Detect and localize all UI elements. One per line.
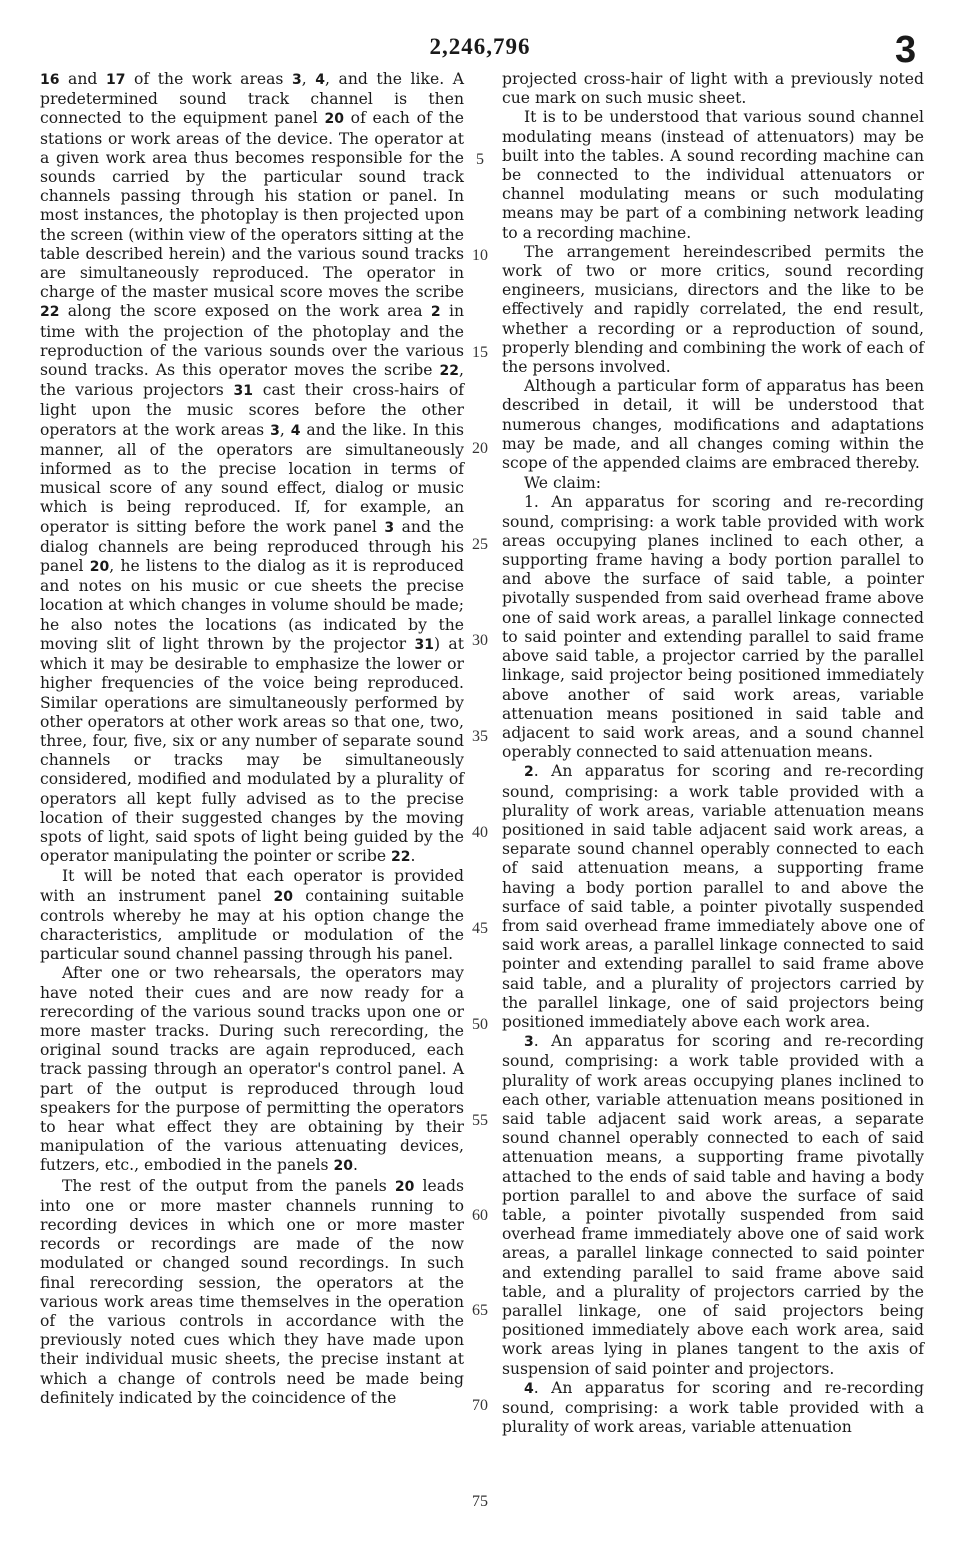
claim-2: 2. An apparatus for scoring and re-recording sound, comprising: a work table provided with a plurality of work areas, variable attenuation means positioned in said table adjacent said work areas, a separate sound channel operably connected to each of said attenuation means, a supporting frame having a body portion parallel to and above the surface of said table, a pointer pivotally suspended from said overhead frame immediately above one of said work areas, a parallel linkage connected to said pointer and extending parallel to said frame above said table, and a plurality of projectors carried by the parallel linkage, one of said projectors being positioned immediately above each work area. <box>502 762 924 1031</box>
right-paragraph-2: It is to be understood that various sound channel modulating means (instead of attenuators) may be built into the tables. A sound recording machine can be connected to the individual attenuators or channel modulating means or such modulating means may be part of a combining network leading to a recording machine. <box>502 108 924 242</box>
claim-1: 1. An apparatus for scoring and re-recording sound, comprising: a work table provided with work areas occupying planes inclined to each other, a supporting frame having a body portion parallel to and above the surface of said table, a pointer pivotally suspended from said overhead frame above one of said work areas, a parallel linkage connected to said pointer and extending parallel to said frame above said table, a projector carried by the parallel linkage, said projector being positioned immediately above another of said work areas, variable attenuation means positioned in said table and adjacent to said work areas, and a sound channel operably connected to said attenuation means. <box>502 493 924 762</box>
left-paragraph-3: After one or two rehearsals, the operators may have noted their cues and are now ready for a rerecording of the various sound tracks upon one or more master tracks. During such rerecording, the original sound tracks are again reproduced, each track passing through an operator's control panel. A part of the output is reproduced through loud speakers for the purpose of permitting the operators to hear what effect they are obtaining by their manipulation of the various attenuating devices, futzers, etc., embodied in the panels 20. <box>40 964 464 1175</box>
line-number-35: 35 <box>472 728 488 745</box>
line-number-60: 60 <box>472 1207 488 1224</box>
line-number-25: 25 <box>472 536 488 553</box>
right-paragraph-4: Although a particular form of apparatus has been described in detail, it will be understood that numerous changes, modifications and adaptations may be made, and all changes coming within the scope of the appended claims are embraced thereby. <box>502 377 924 473</box>
line-number-5: 5 <box>476 151 484 168</box>
line-number-15: 15 <box>472 344 488 361</box>
line-number-50: 50 <box>472 1016 488 1033</box>
left-paragraph-2: It will be noted that each operator is provided with an instrument panel 20 containing suitable controls whereby he may at his option change the characteristics, amplitude or modulation of the particular sound channel passing through his panel. <box>40 867 464 964</box>
patent-number: 2,246,796 <box>429 34 531 59</box>
line-number-70: 70 <box>472 1397 488 1414</box>
line-number-65: 65 <box>472 1302 488 1319</box>
line-number-75: 75 <box>472 1493 488 1510</box>
page-number: 3 <box>895 29 917 71</box>
line-number-45: 45 <box>472 920 488 937</box>
left-column <box>40 70 464 1408</box>
line-number-10: 10 <box>472 247 488 264</box>
right-paragraph-3: The arrangement hereindescribed permits the work of two or more critics, sound recording engineers, musicians, directors and the like to be effectively and rapidly correlated, the end result, whether a recording or a reproduction of sound, properly blending and combining the work of each of the persons involved. <box>502 242 924 377</box>
left-paragraph-4: The rest of the output from the panels 20 leads into one or more master channels running to recording devices in which one or more master records or recordings are made of the now modulated or changed sound recordings. In such final rerecording session, the operators at the various work areas time themselves in the operation of the various controls in accordance with the previously noted cues which they have made upon their individual music sheets, the precise instant at which a change of controls need be made being definitely indicated by the coincidence of the <box>40 1176 464 1407</box>
claim-3: 3. An apparatus for scoring and re-recording sound, comprising: a work table provided with a plurality of work areas occupying planes inclined to each other, variable attenuation means positioned in said table adjacent said work areas, a separate sound channel operably connected to each of said attenuation means, a supporting frame pivotally attached to the ends of said table and having a body portion parallel to and above the surface of said table, a pointer pivotally suspended from said overhead frame immediately above one of said work areas, a parallel linkage connected to said pointer and extending parallel to said frame above said table, and a plurality of projectors carried by the parallel linkage, one of said projectors being positioned immediately above each work area, said work areas lying in planes tangent to the axis of suspension of said pointer and projectors. <box>502 1032 924 1378</box>
claims-intro: We claim: <box>524 474 601 493</box>
line-number-40: 40 <box>472 824 488 841</box>
claim-4: 4. An apparatus for scoring and re-recording sound, comprising: a work table provided with a plurality of work areas, variable attenuation <box>502 1378 924 1437</box>
right-column <box>502 70 924 1437</box>
line-number-55: 55 <box>472 1112 488 1129</box>
line-number-30: 30 <box>472 632 488 649</box>
left-paragraph-1: 16 and 17 of the work areas 3, 4, and the like. A predetermined sound track channel is then connected to the equipment panel 20 of each of the stations or work areas of the device. The operator at a given work area thus becomes responsible for the sounds carried by the particular sound track channels passing through his station or panel. In most instances, the photoplay is then projected upon the screen (within view of the operators sitting at the table described herein) and the various sound tracks are simultaneously reproduced. The operator in charge of the master musical score moves the scribe 22 along the score exposed on the work area 2 in time with the projection of the photoplay and the reproduction of the various sounds over the various sound tracks. As this operator moves the scribe 22, the various projectors 31 cast their cross-hairs of light upon the music scores before the other operators at the work areas 3, 4 and the like. In this manner, all of the operators are simultaneously informed as to the precise location in terms of musical score of any sound effect, dialog or music which is being reproduced. If, for example, an operator is sitting before the work panel 3 and the dialog channels are being reproduced through his panel 20, he listens to the dialog as it is reproduced and notes on his music or cue sheets the precise location at which changes in volume should be made; he also notes the locations (as indicated by the moving slit of light thrown by the projector 31) at which it may be desirable to emphasize the lower or higher frequencies of the voice being reproduced. Similar operations are simultaneously performed by other operators at other work areas so that one, two, three, four, five, six or any number of separate sound channels or tracks may be simultaneously considered, modified and modulated by a plurality of operators all kept fully advised as to the precise location of their suggested changes by the moving spots of light, said spots of light being guided by the operator manipulating the pointer or scribe 22. <box>40 70 465 866</box>
line-number-20: 20 <box>472 440 488 457</box>
right-paragraph-1: projected cross-hair of light with a previously noted cue mark on such music sheet. <box>502 70 924 108</box>
